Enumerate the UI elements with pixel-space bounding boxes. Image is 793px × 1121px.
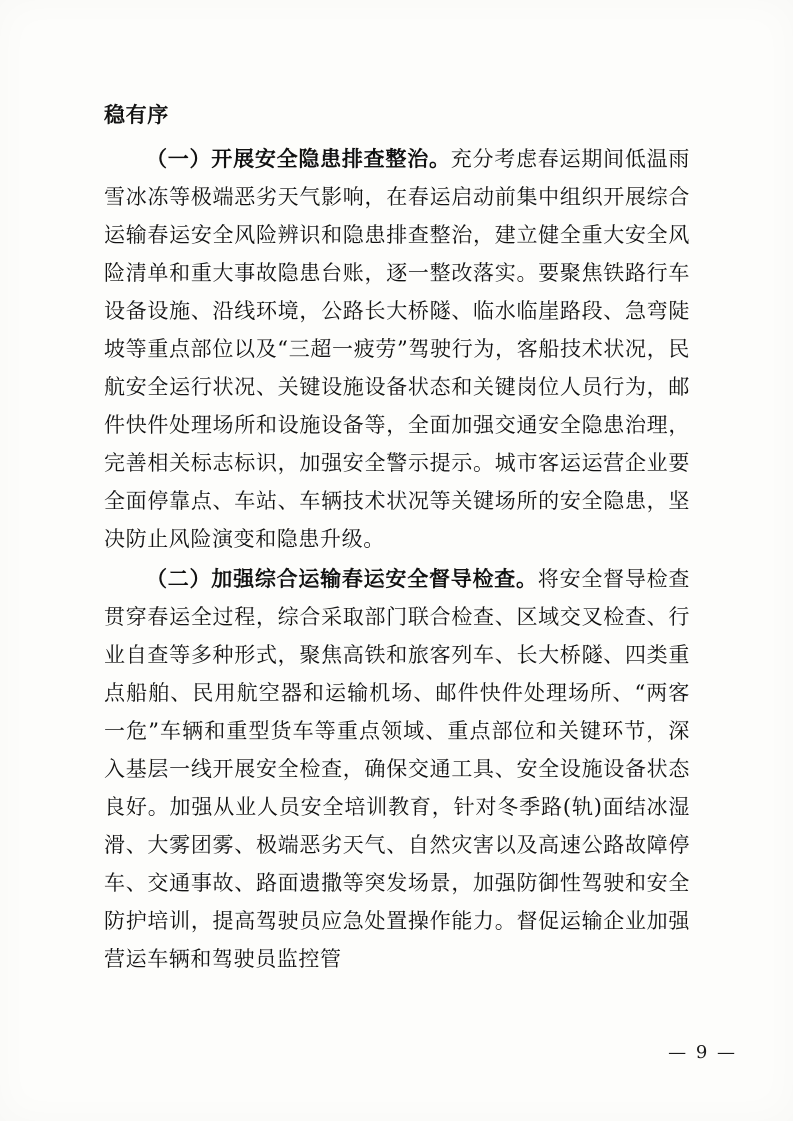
page-body <box>104 96 690 978</box>
continued-heading: 稳有序 <box>104 102 169 127</box>
page-number: — 9 — <box>668 1042 737 1063</box>
paragraph-item-1 <box>104 140 690 558</box>
paragraph-item-2 <box>104 560 690 978</box>
paragraph-2-body: 将安全督导检查贯穿春运全过程，综合采取部门联合检查、区域交叉检查、行业自查等多种形式，聚焦高铁和旅客列车、长大桥隧、四类重点船舶、民用航空器和运输机场、邮件快件处理场所、“两客一危”车辆和重型货车等重点领域、重点部位和关键环节，深入基层一线开展安全检查，确保交通工具、安全设施设备状态良好。加强从业人员安全培训教育，针对冬季路(轨)面结冰湿滑、大雾团雾、极端恶劣天气、自然灾害以及高速公路故障停车、交通事故、路面遗撒等突发场景，加强防御性驾驶和安全防护培训，提高驾驶员应急处置操作能力。督促运输企业加强营运车辆和驾驶员监控管 <box>104 567 690 971</box>
paragraph-2-lead: （二）加强综合运输春运安全督导检查。 <box>146 566 538 591</box>
paragraph-1-body: 充分考虑春运期间低温雨雪冰冻等极端恶劣天气影响，在春运启动前集中组织开展综合运输春运安全风险辨识和隐患排查整治，建立健全重大安全风险清单和重大事故隐患台账，逐一整改落实。要聚焦铁路行车设备设施、沿线环境，公路长大桥隧、临水临崖路段、急弯陡坡等重点部位以及“三超一疲劳”驾驶行为，客船技术状况，民航安全运行状况、关键设施设备状态和关键岗位人员行为，邮件快件处理场所和设施设备等，全面加强交通安全隐患治理，完善相关标志标识，加强安全警示提示。城市客运运营企业要全面停靠点、车站、车辆技术状况等关键场所的安全隐患，坚决防止风险演变和隐患升级。 <box>104 147 690 551</box>
paragraph-1-lead: （一）开展安全隐患排查整治。 <box>146 146 451 171</box>
